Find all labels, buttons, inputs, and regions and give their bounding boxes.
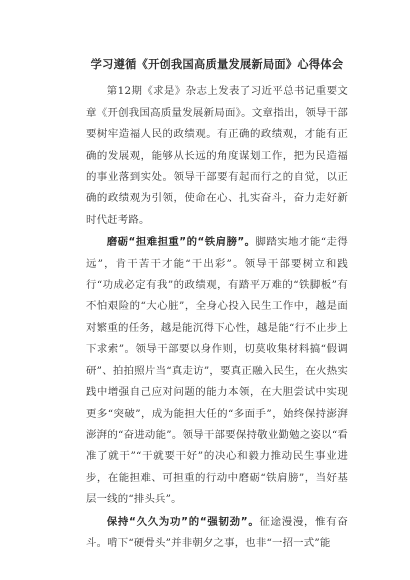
paragraph-1-text: 第12期《求是》杂志上发表了习近平总书记重要文章《开创我国高质量发展新局面》。文章指出，领导干部要树牢造福人民的政绩观。有正确的政绩观，才能有正确的发展观，能够从长远的角度谋划工作，把为民造福的事业落到实处。领导干部要有起而行之的自觉，以正确的政绩观为引领，使命在心、扎实奋斗，奋力走好新时代赶考路。 bbox=[86, 85, 348, 226]
paragraph-1 bbox=[86, 81, 348, 231]
paragraph-2-text: 脚踏实地才能“走得远”，肯干苦干才能“干出彩”。领导干部要树立和践行“功成必定有我”的政绩观，有踏平万难的“铁脚板”有不怕艰险的“大心脏”，全身心投入民生工作中，越是面对繁重的任务，越是能沉得下心性，越是能“行不止步上下求索”。领导干部要以身作则，切莫收集材料搞“假调研”、拍拍照片当“真走访”，要真正融入民生，在火热实践中增强自己应对问题的能力本领，在大胆尝试中实现更多“突破”，成为能担大任的“多面手”，始终保持澎湃澎湃的“奋进动能”。领导干部要保持敬业勤勉之姿以“看准了就干”“干就要干好”的决心和毅力推动民生事业进步，在能担难、可担重的行动中磨砺“铁肩膀”，当好基层一线的“排头兵”。 bbox=[86, 236, 348, 506]
paragraph-3 bbox=[86, 512, 348, 555]
paragraph-3-text: 征途漫漫，惟有奋斗。啃下“硬骨头”并非朝夕之事，也非“一招一式”能 bbox=[86, 515, 348, 549]
paragraph-2-lead: 磨砺“担难担重”的“铁肩膀”。 bbox=[106, 236, 256, 249]
paragraph-3-lead: 保持“久久为功”的“强韧劲”。 bbox=[106, 515, 260, 528]
paragraph-2 bbox=[86, 232, 348, 510]
document-title: 学习遵循《开创我国高质量发展新局面》心得体会 bbox=[90, 58, 344, 71]
document-page bbox=[86, 54, 348, 554]
